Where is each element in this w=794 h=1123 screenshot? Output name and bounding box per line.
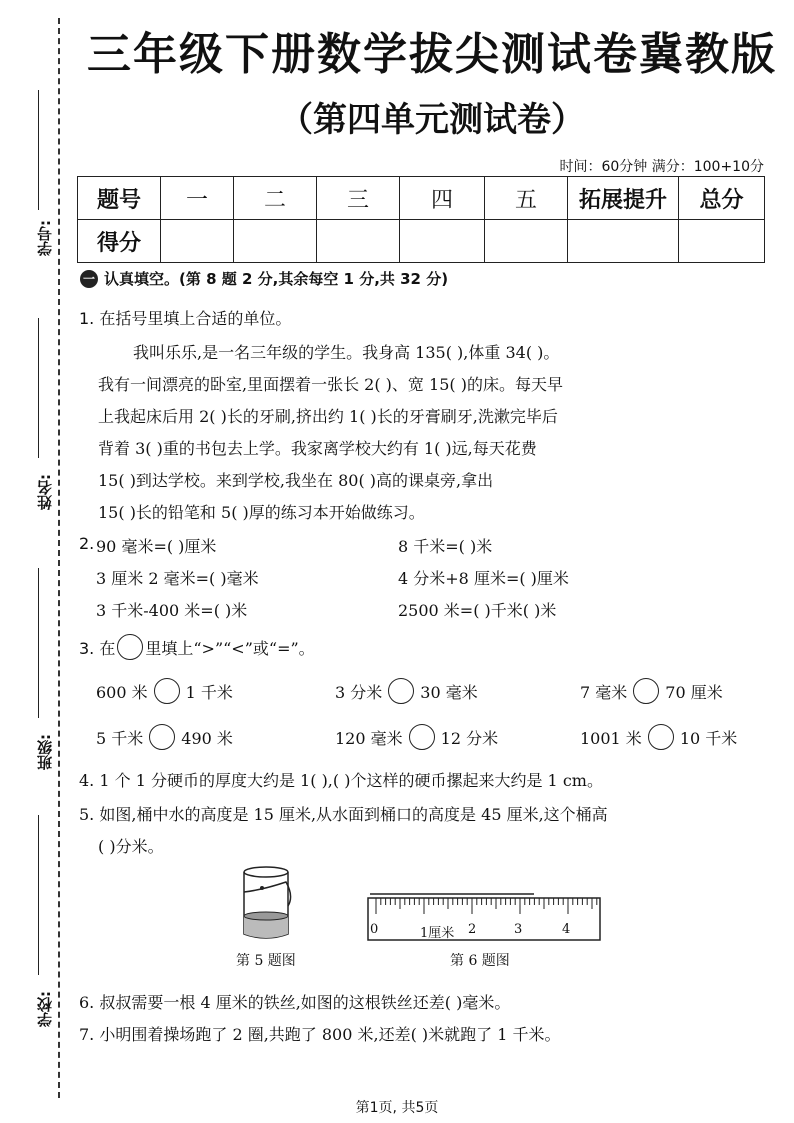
name-field[interactable] [20,318,54,518]
comparison-right: 10 千米 [679,728,738,748]
score-header-cell: 拓展提升 [568,177,679,220]
circle-icon [117,634,143,660]
q1-line: 15( )长的铅笔和 5( )厚的练习本开始做练习。 [98,503,425,522]
comparison-right: 70 厘米 [665,682,723,702]
school-field[interactable] [20,815,54,1040]
ruler-label: 0 [370,922,379,937]
comparison-item [580,678,723,704]
comparison-left: 120 毫米 [335,728,403,748]
score-cell[interactable] [400,220,485,263]
q2-item: 3 厘米 2 毫米=( )毫米 [96,569,259,588]
q6-text: 6. 叔叔需要一根 4 厘米的铁丝,如图的这根铁丝还差( )毫米。 [79,993,511,1012]
score-header-cell: 四 [400,177,485,220]
name-label: 姓名: [36,474,54,510]
page-subtitle: （第四单元测试卷） [279,100,585,140]
comparison-left: 3 分米 [335,682,383,702]
q5-line1: 5. 如图,桶中水的高度是 15 厘米,从水面到桶口的高度是 45 厘米,这个桶高 [79,805,608,824]
q1-title: 1. 在括号里填上合适的单位。 [79,309,292,328]
score-cell[interactable] [234,220,317,263]
score-cell[interactable] [485,220,568,263]
answer-circle[interactable] [409,724,435,750]
ruler-label: 3 [514,922,523,937]
bucket-figure [232,862,302,944]
section-title: 认真填空。(第 8 题 2 分,其余每空 1 分,共 32 分) [104,270,449,288]
q2-item: 2500 米=( )千米( )米 [398,601,557,620]
answer-circle[interactable] [149,724,175,750]
comparison-right: 30 毫米 [420,682,478,702]
q1-line: 背着 3( )重的书包去上学。我家离学校大约有 1( )远,每天花费 [98,439,537,458]
school-label: 学校: [36,991,54,1027]
q1-line: 15( )到达学校。来到学校,我坐在 80( )高的课桌旁,拿出 [98,471,494,490]
answer-circle[interactable] [388,678,414,704]
page-title: 三年级下册数学拔尖测试卷冀教版 [87,29,777,80]
score-header-cell: 一 [161,177,234,220]
answer-circle[interactable] [154,678,180,704]
class-field[interactable] [20,568,54,778]
cut-line [58,18,60,1098]
q1-line: 我叫乐乐,是一名三年级的学生。我身高 135( ),体重 34( )。 [133,343,560,362]
q2-item: 4 分米+8 厘米=( )厘米 [398,569,569,588]
q3-title [79,634,315,660]
time-info: 时间：60分钟 满分：100+10分 [559,159,764,175]
q1-line: 上我起床后用 2( )长的牙刷,挤出约 1( )长的牙膏刷牙,洗漱完毕后 [98,407,558,426]
fig5-caption: 第 5 题图 [236,953,296,969]
score-cell[interactable] [161,220,234,263]
score-cell[interactable] [568,220,679,263]
score-table [77,176,765,263]
ruler-label: 2 [468,922,477,937]
q7-text: 7. 小明围着操场跑了 2 圈,共跑了 800 米,还差( )米就跑了 1 千米。 [79,1025,561,1044]
score-row [78,220,765,263]
q3-label: 3. 在 [79,638,116,658]
answer-circle[interactable] [648,724,674,750]
score-header-cell: 总分 [679,177,765,220]
score-header-cell: 题号 [78,177,161,220]
score-header-row [78,177,765,220]
q1-line: 我有一间漂亮的卧室,里面摆着一张长 2( )、宽 15( )的床。每天早 [98,375,563,394]
score-cell[interactable] [679,220,765,263]
fig6-caption: 第 6 题图 [450,953,510,969]
comparison-item [580,724,737,750]
q2-item: 3 千米-400 米=( )米 [96,601,248,620]
student-no-field[interactable] [20,90,54,270]
score-header-cell: 五 [485,177,568,220]
section-number-badge: 一 [80,270,98,288]
q2-item: 90 毫米=( )厘米 [96,537,217,556]
score-header-cell: 三 [317,177,400,220]
ruler-label: 4 [562,922,571,937]
comparison-right: 12 分米 [440,728,499,748]
comparison-left: 1001 米 [580,728,642,748]
comparison-item [335,724,498,750]
comparison-right: 1 千米 [185,682,233,702]
comparison-item [335,678,478,704]
page-footer: 第1页, 共5页 [355,1100,439,1116]
comparison-item [96,678,233,704]
binding-strip [0,0,70,1123]
comparison-left: 5 千米 [96,728,144,748]
q5-line2: ( )分米。 [98,837,164,856]
q2-item: 8 千米=( )米 [398,537,493,556]
comparison-right: 490 米 [181,728,233,748]
comparison-item [96,724,233,750]
answer-circle[interactable] [633,678,659,704]
q2-label: 2. [79,534,95,553]
ruler-label: 1厘米 [420,926,455,941]
score-cell[interactable] [317,220,400,263]
ruler-figure [364,890,604,946]
comparison-left: 7 毫米 [580,682,628,702]
q4-text: 4. 1 个 1 分硬币的厚度大约是 1( ),( )个这样的硬币摞起来大约是 1 cm。 [79,771,603,790]
score-row-label: 得分 [78,220,161,263]
q3-text: 里填上“>”“<”或“=”。 [145,638,315,658]
section-heading [80,268,448,289]
score-header-cell: 二 [234,177,317,220]
class-label: 班级: [36,734,54,770]
student-no-label: 学号: [36,220,54,256]
comparison-left: 600 米 [96,682,148,702]
